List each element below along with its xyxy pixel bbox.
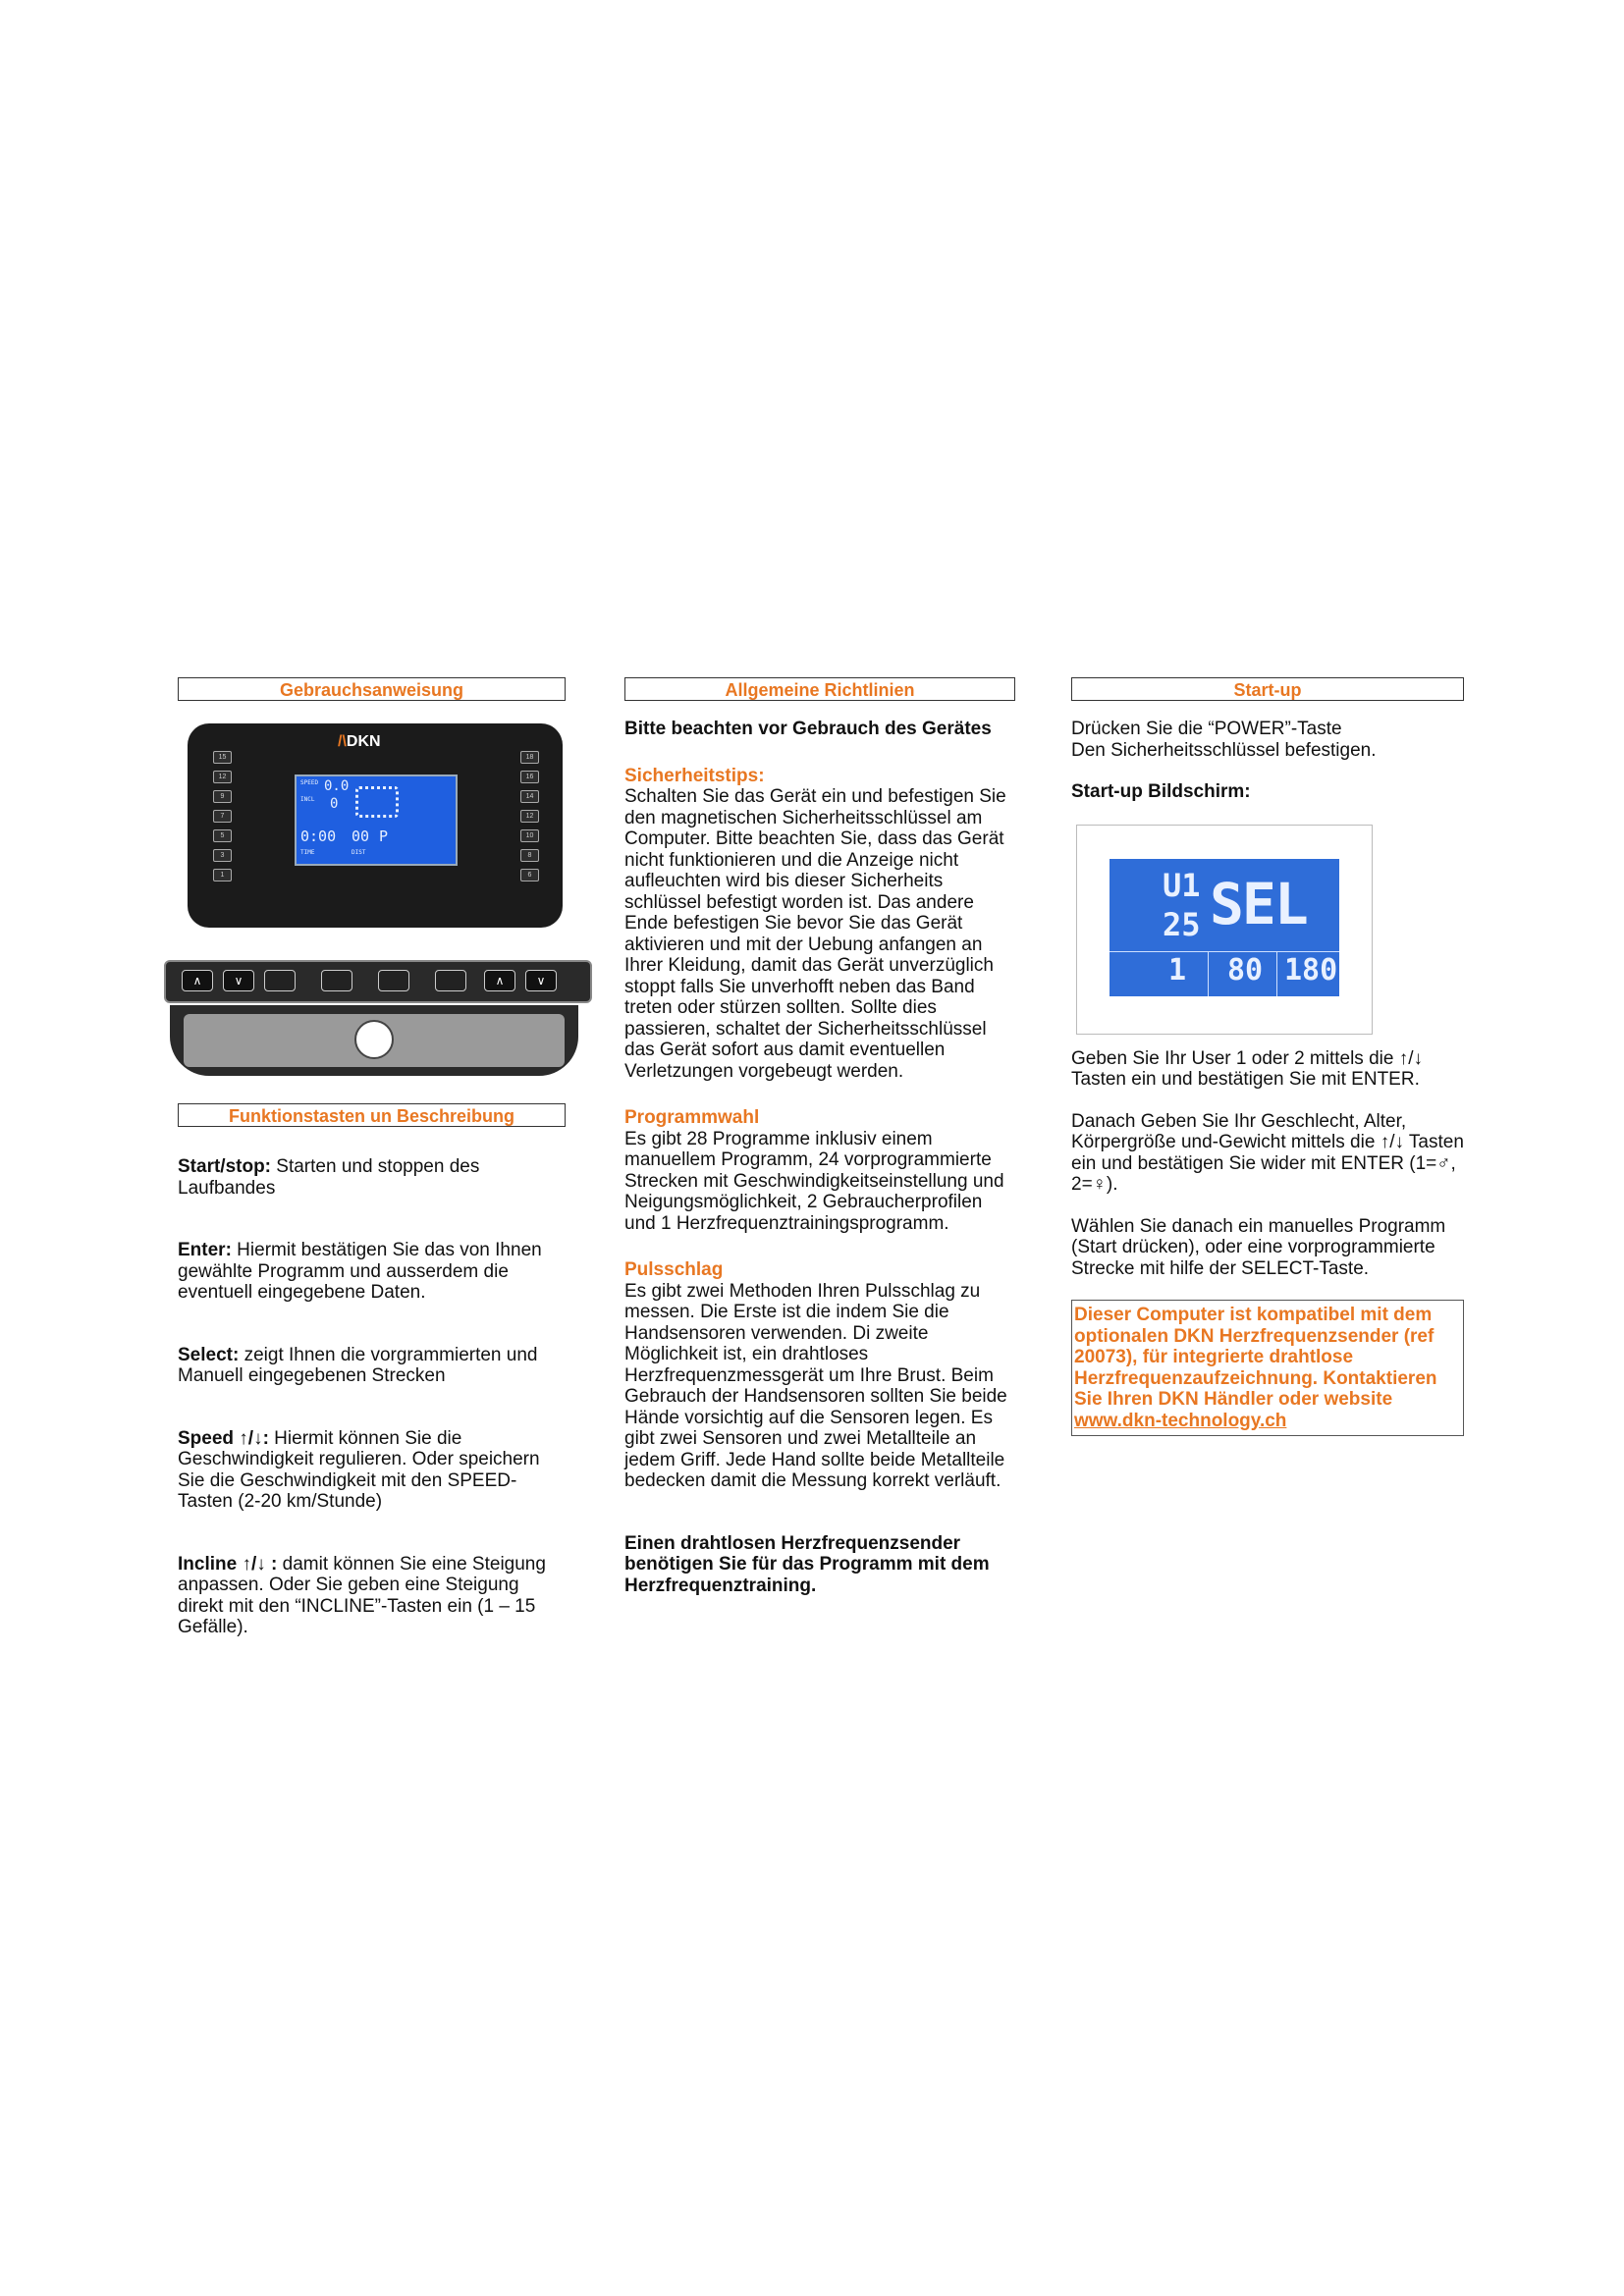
right-program-button: 8 bbox=[520, 849, 539, 862]
column-right bbox=[1071, 677, 1464, 1436]
compatibility-box: Dieser Computer ist kompatibel mit dem optionalen DKN Herzfrequenzsender (ref 20073), für integrierte drahtlose Herzfrequenzaufzeichnung. Kontaktieren Sie Ihren DKN Händler oder website www.dkn-technology.ch bbox=[1071, 1300, 1464, 1436]
treadmill-lower-panel-image bbox=[170, 1005, 578, 1076]
item-speed: Speed ↑/↓: Hiermit können Sie die Geschwindigkeit regulieren. Oder speichern Sie die Geschwindigkeit mit den SPEED-Tasten (2-20 km/Stunde) bbox=[178, 1427, 540, 1512]
subheading-sicherheitstips: Sicherheitstips: bbox=[624, 765, 765, 786]
speed-up-icon: ∧ bbox=[484, 970, 515, 991]
startup-step-3: Geben Sie Ihr User 1 oder 2 mittels die ↑/↓ Tasten ein und bestätigen Sie mit ENTER. bbox=[1071, 1047, 1423, 1090]
section-header-richtlinien: Allgemeine Richtlinien bbox=[624, 677, 1015, 701]
item-start-stop: Start/stop: Starten und stoppen des Laufbandes bbox=[178, 1156, 480, 1199]
section-header-startup: Start-up bbox=[1071, 677, 1464, 701]
subheading-programmwahl: Programmwahl bbox=[624, 1107, 760, 1128]
treadmill-console-image bbox=[188, 723, 563, 928]
intro-text: Bitte beachten vor Gebrauch des Gerätes bbox=[624, 719, 992, 739]
right-program-button: 10 bbox=[520, 829, 539, 842]
program-text: Es gibt 28 Programme inklusiv einem manuellem Programm, 24 vorprogrammierte Strecken mit Geschwindigkeitseinstellung und Neigungsmöglichkeit, 2 Gebraucherprofilen und 1 Herzfrequenztrainingsprogramm. bbox=[624, 1128, 1004, 1234]
left-program-button: 3 bbox=[213, 849, 232, 862]
speed-down-icon: ∨ bbox=[525, 970, 557, 991]
pulse-text: Es gibt zwei Methoden Ihren Pulsschlag zu messen. Die Erste ist die indem Sie die Handsensoren verwenden. Di zweite Möglichkeit ist, ein drahtloses Herzfrequenzmessgerät um Ihre Brust. Beim Gebrauch der Handsensoren sollten Sie beide Hände vorsichtig auf die Sensoren legen. Es gibt zwei Sensoren und zwei Metallteile an jedem Griff. Jede Hand sollte beide Metallteile bedecken damit die Messung korrekt verläuft. bbox=[624, 1280, 1007, 1491]
item-enter: Enter: Hiermit bestätigen Sie das von Ihnen gewählte Programm und ausserdem die eventuell eingegebene Daten. bbox=[178, 1240, 542, 1303]
startup-step-5: Wählen Sie danach ein manuelles Programm (Start drücken), oder eine vorprogrammierte Strecke mit hilfe der SELECT-Taste. bbox=[1071, 1215, 1446, 1279]
section-header-funktionstasten: Funktionstasten un Beschreibung bbox=[178, 1103, 566, 1127]
safety-text: Schalten Sie das Gerät ein und befestigen Sie den magnetischen Sicherheitsschlüssel am Computer. Bitte beachten Sie, dass das Gerät nicht funktionieren und die Anzeige nicht aufleuchten wird bis dieser Sicherheits schlüssel befestigt worden ist. Das andere Ende befestigen Sie bevor Sie das Gerät aktivieren und mit der Uebung anfangen an Ihrer Kleidung, damit das Gerät unverzüglich stoppt falls Sie unverhofft neben das Band treten oder stürzen sollten. Sollte dies passieren, schaltet der Sicherheitsschlüssel das Gerät sofort aus damit eventuellen Verletzungen vorgebeugt werden. bbox=[624, 786, 1006, 1082]
select-key-icon bbox=[264, 970, 296, 991]
left-program-button: 15 bbox=[213, 751, 232, 764]
column-middle bbox=[624, 677, 1015, 1596]
screen-title: Start-up Bildschirm: bbox=[1071, 781, 1251, 802]
startup-step-1: Drücken Sie die “POWER”-Taste bbox=[1071, 719, 1342, 739]
incline-up-icon: ∧ bbox=[182, 970, 213, 991]
item-incline: Incline ↑/↓ : damit können Sie eine Steigung anpassen. Oder Sie geben eine Steigung direkt mit den “INCLINE”-Tasten ein (1 – 15 Gefälle). bbox=[178, 1553, 546, 1637]
left-program-button: 9 bbox=[213, 790, 232, 803]
right-program-button: 14 bbox=[520, 790, 539, 803]
enter-key-icon bbox=[321, 970, 352, 991]
left-program-button: 5 bbox=[213, 829, 232, 842]
startup-screen-image: U1 25 SEL 1 80 180 bbox=[1076, 825, 1373, 1035]
startup-step-4: Danach Geben Sie Ihr Geschlecht, Alter, Körpergröße und-Gewicht mittels die ↑/↓ Tasten ein und bestätigen Sie wider mit ENTER (1=♂, 2=♀). bbox=[1071, 1110, 1464, 1195]
safety-key-icon bbox=[354, 1020, 394, 1059]
section-header-gebrauchsanweisung: Gebrauchsanweisung bbox=[178, 677, 566, 701]
function-keys-section bbox=[178, 1103, 566, 1638]
column-left bbox=[178, 677, 566, 701]
dkn-website-link[interactable]: www.dkn-technology.ch bbox=[1074, 1410, 1287, 1431]
right-program-button: 18 bbox=[520, 751, 539, 764]
startup-step-2: Den Sicherheitsschlüssel befestigen. bbox=[1071, 739, 1377, 761]
subheading-pulsschlag: Pulsschlag bbox=[624, 1259, 724, 1280]
item-select: Select: zeigt Ihnen die vorgrammierten und Manuell eingegebenen Strecken bbox=[178, 1344, 538, 1386]
left-program-button: 1 bbox=[213, 869, 232, 881]
dkn-logo: /\DKN bbox=[338, 733, 381, 750]
treadmill-keypad-image bbox=[164, 960, 592, 1003]
incline-down-icon: ∨ bbox=[223, 970, 254, 991]
right-program-button: 6 bbox=[520, 869, 539, 881]
start-key-icon bbox=[378, 970, 409, 991]
outro-text: Einen drahtlosen Herzfrequenzsender benötigen Sie für das Programm mit dem Herzfrequenztraining. bbox=[624, 1532, 990, 1596]
right-program-button: 12 bbox=[520, 810, 539, 823]
left-program-button: 12 bbox=[213, 771, 232, 783]
console-lcd: SPEED 0.0 INCL 0 0:00 00 P TIME DIST bbox=[295, 774, 458, 866]
left-program-button: 7 bbox=[213, 810, 232, 823]
stop-key-icon bbox=[435, 970, 466, 991]
right-program-button: 16 bbox=[520, 771, 539, 783]
